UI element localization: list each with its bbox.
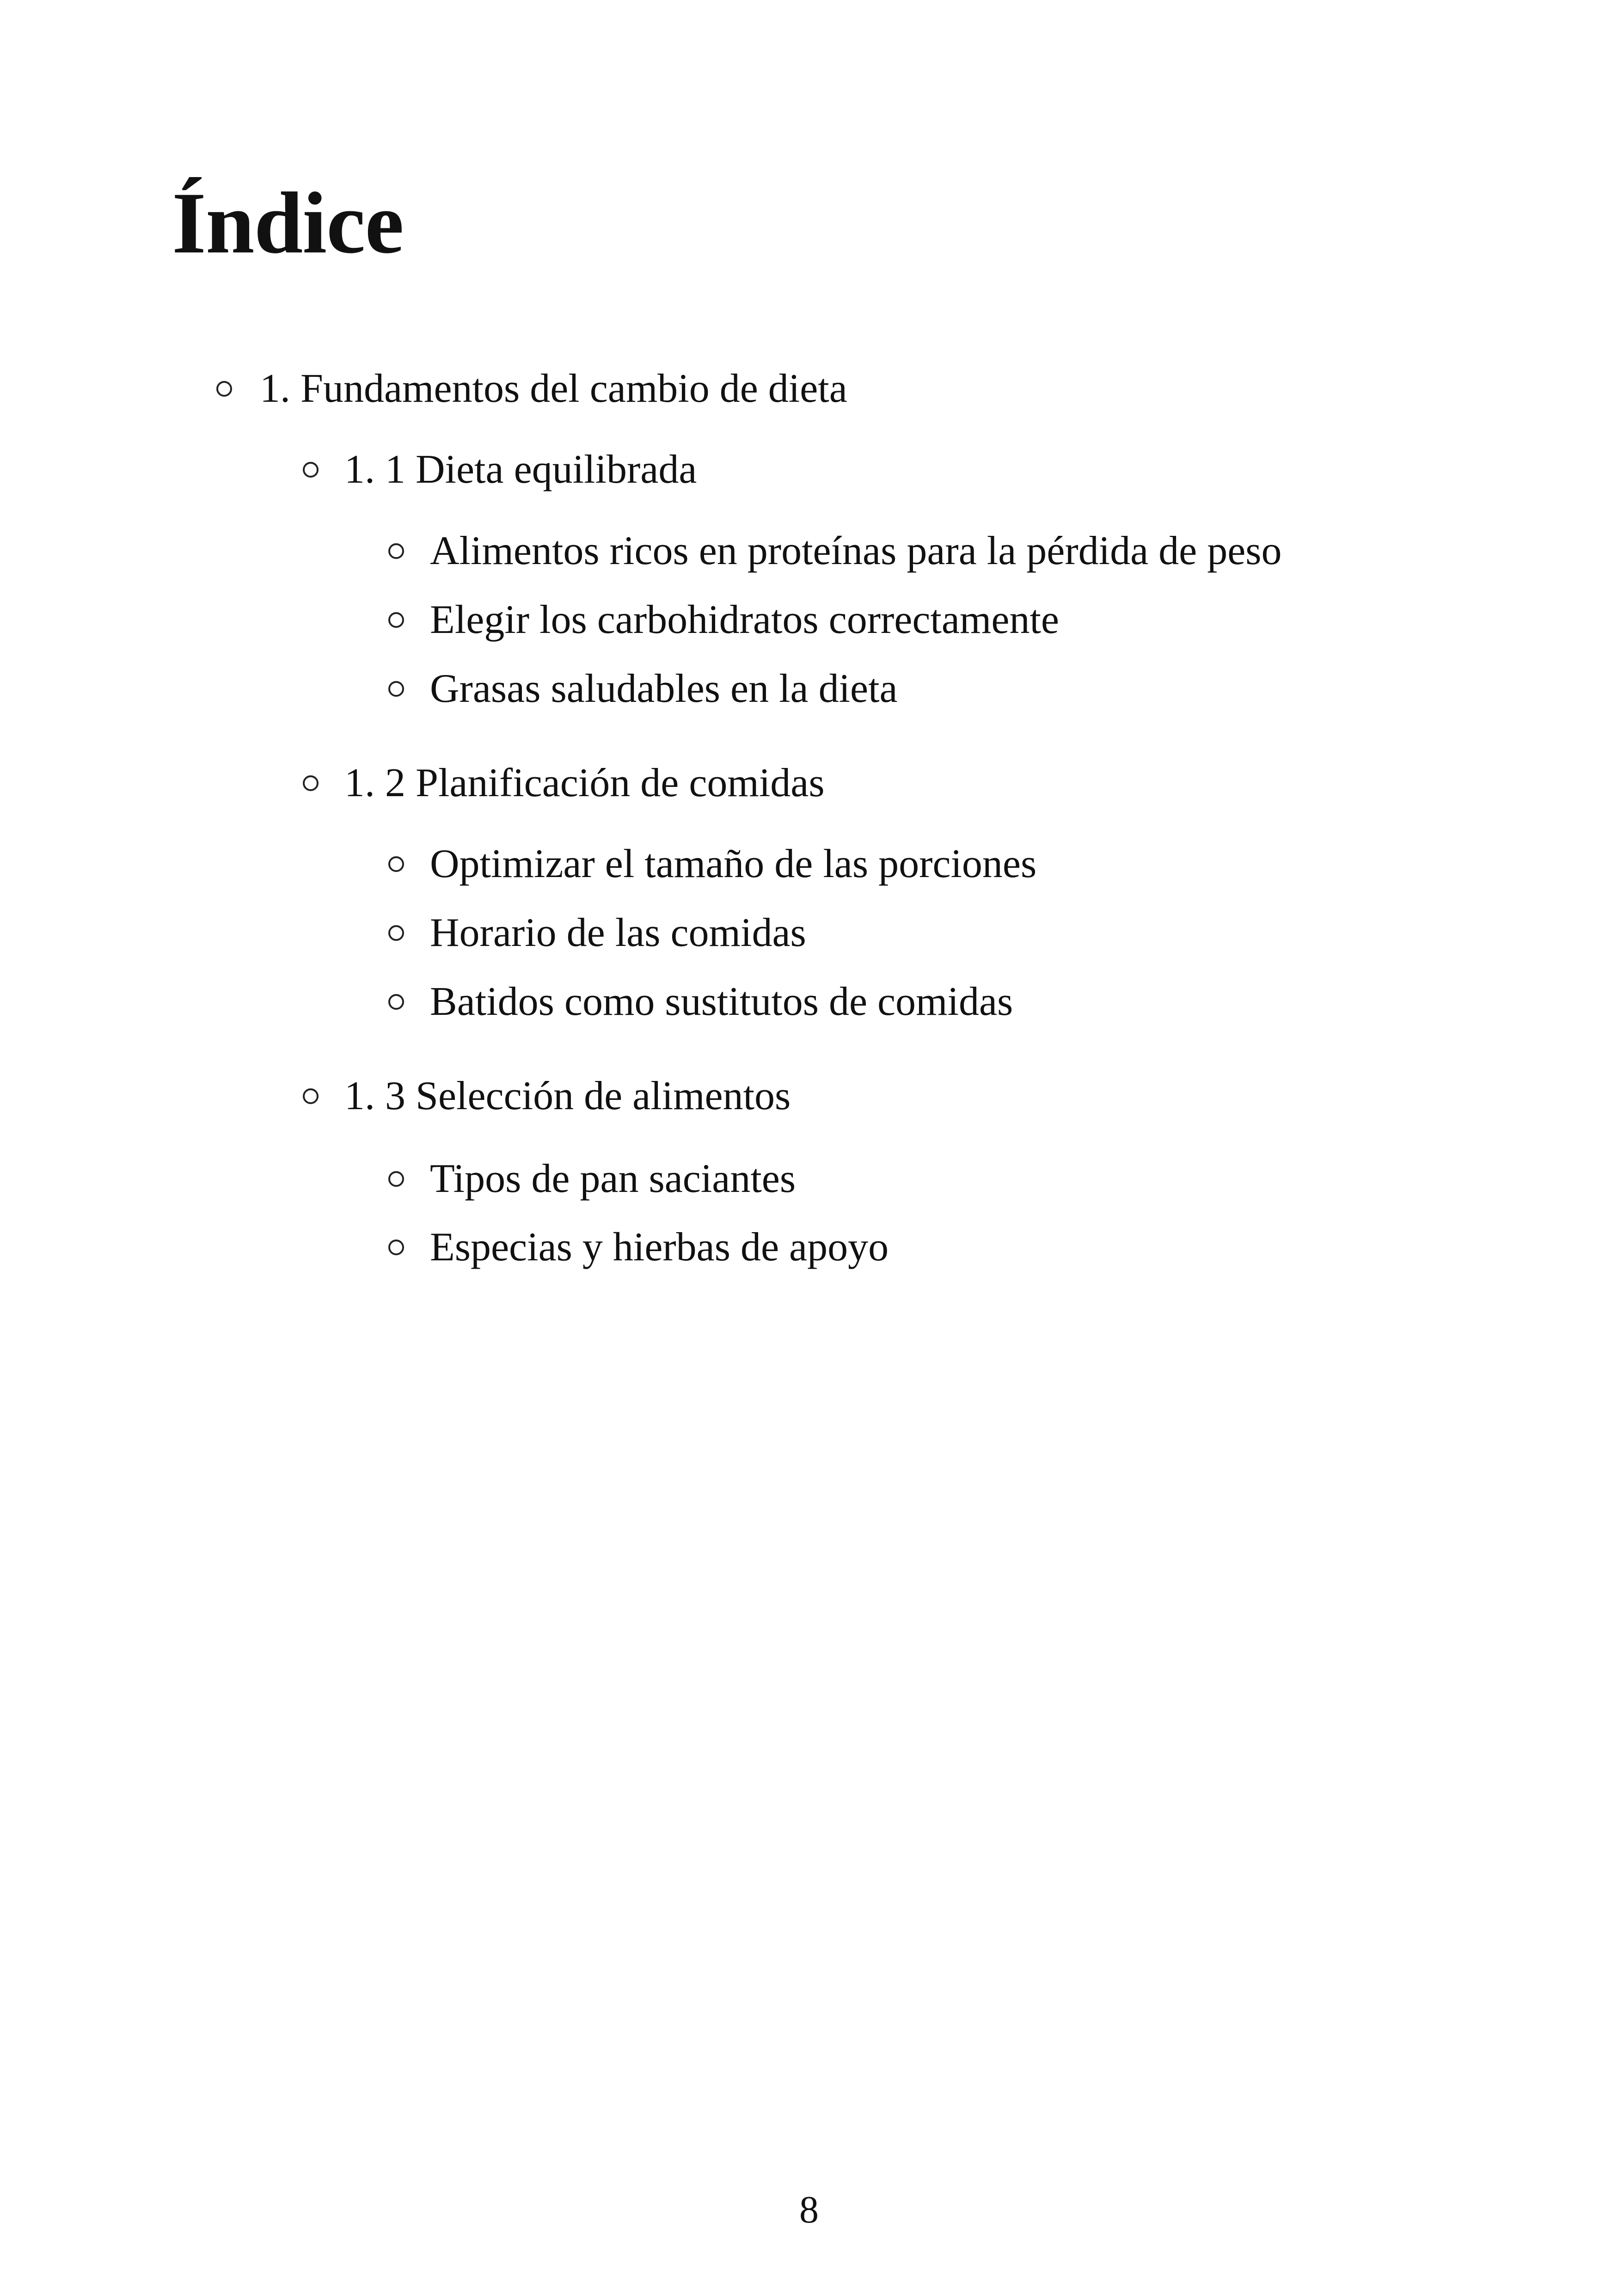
toc-item-healthy-fats[interactable]: [388, 666, 898, 711]
hollow-circle-bullet-icon: [388, 543, 404, 559]
toc-item-protein-foods[interactable]: [388, 528, 1282, 573]
page-number: 8: [799, 2188, 819, 2231]
hollow-circle-bullet-icon: [388, 612, 404, 628]
toc-item-meal-times[interactable]: [388, 910, 806, 955]
toc-item-shakes[interactable]: [388, 979, 1013, 1024]
toc-section-1-1[interactable]: [303, 449, 697, 490]
hollow-circle-bullet-icon: [388, 856, 404, 872]
toc-entry-label: Batidos como sustitutos de comidas: [430, 979, 1013, 1024]
toc-entry-label: 1. Fundamentos del cambio de dieta: [260, 366, 847, 411]
toc-item-bread-types[interactable]: [388, 1156, 796, 1201]
toc-entry-label: Horario de las comidas: [430, 910, 806, 955]
toc-item-portion-size[interactable]: [388, 841, 1037, 886]
toc-entry-label: 1. 3 Selección de alimentos: [344, 1074, 791, 1118]
toc-section-1-3[interactable]: [303, 1076, 791, 1117]
toc-item-carbohydrates[interactable]: [388, 597, 1059, 642]
toc-entry-label: 1. 1 Dieta equilibrada: [344, 447, 697, 492]
hollow-circle-bullet-icon: [388, 1171, 404, 1187]
hollow-circle-bullet-icon: [216, 381, 232, 397]
toc-item-spices-herbs[interactable]: [388, 1227, 889, 1268]
page-title: Índice: [172, 175, 404, 272]
toc-entry-label: Grasas saludables en la dieta: [430, 666, 898, 711]
toc-entry-label: Optimizar el tamaño de las porciones: [430, 841, 1037, 886]
hollow-circle-bullet-icon: [388, 925, 404, 941]
hollow-circle-bullet-icon: [388, 994, 404, 1010]
hollow-circle-bullet-icon: [303, 1088, 319, 1104]
toc-chapter-1[interactable]: [216, 368, 847, 409]
hollow-circle-bullet-icon: [388, 1240, 404, 1255]
toc-section-1-2[interactable]: [303, 763, 825, 804]
toc-entry-label: Especias y hierbas de apoyo: [430, 1225, 889, 1270]
hollow-circle-bullet-icon: [303, 462, 319, 478]
hollow-circle-bullet-icon: [303, 775, 319, 791]
toc-entry-label: Alimentos ricos en proteínas para la pérdida de peso: [430, 528, 1282, 573]
toc-entry-label: Elegir los carbohidratos correctamente: [430, 597, 1059, 642]
toc-entry-label: 1. 2 Planificación de comidas: [344, 761, 825, 805]
hollow-circle-bullet-icon: [388, 681, 404, 697]
toc-entry-label: Tipos de pan saciantes: [430, 1156, 796, 1201]
